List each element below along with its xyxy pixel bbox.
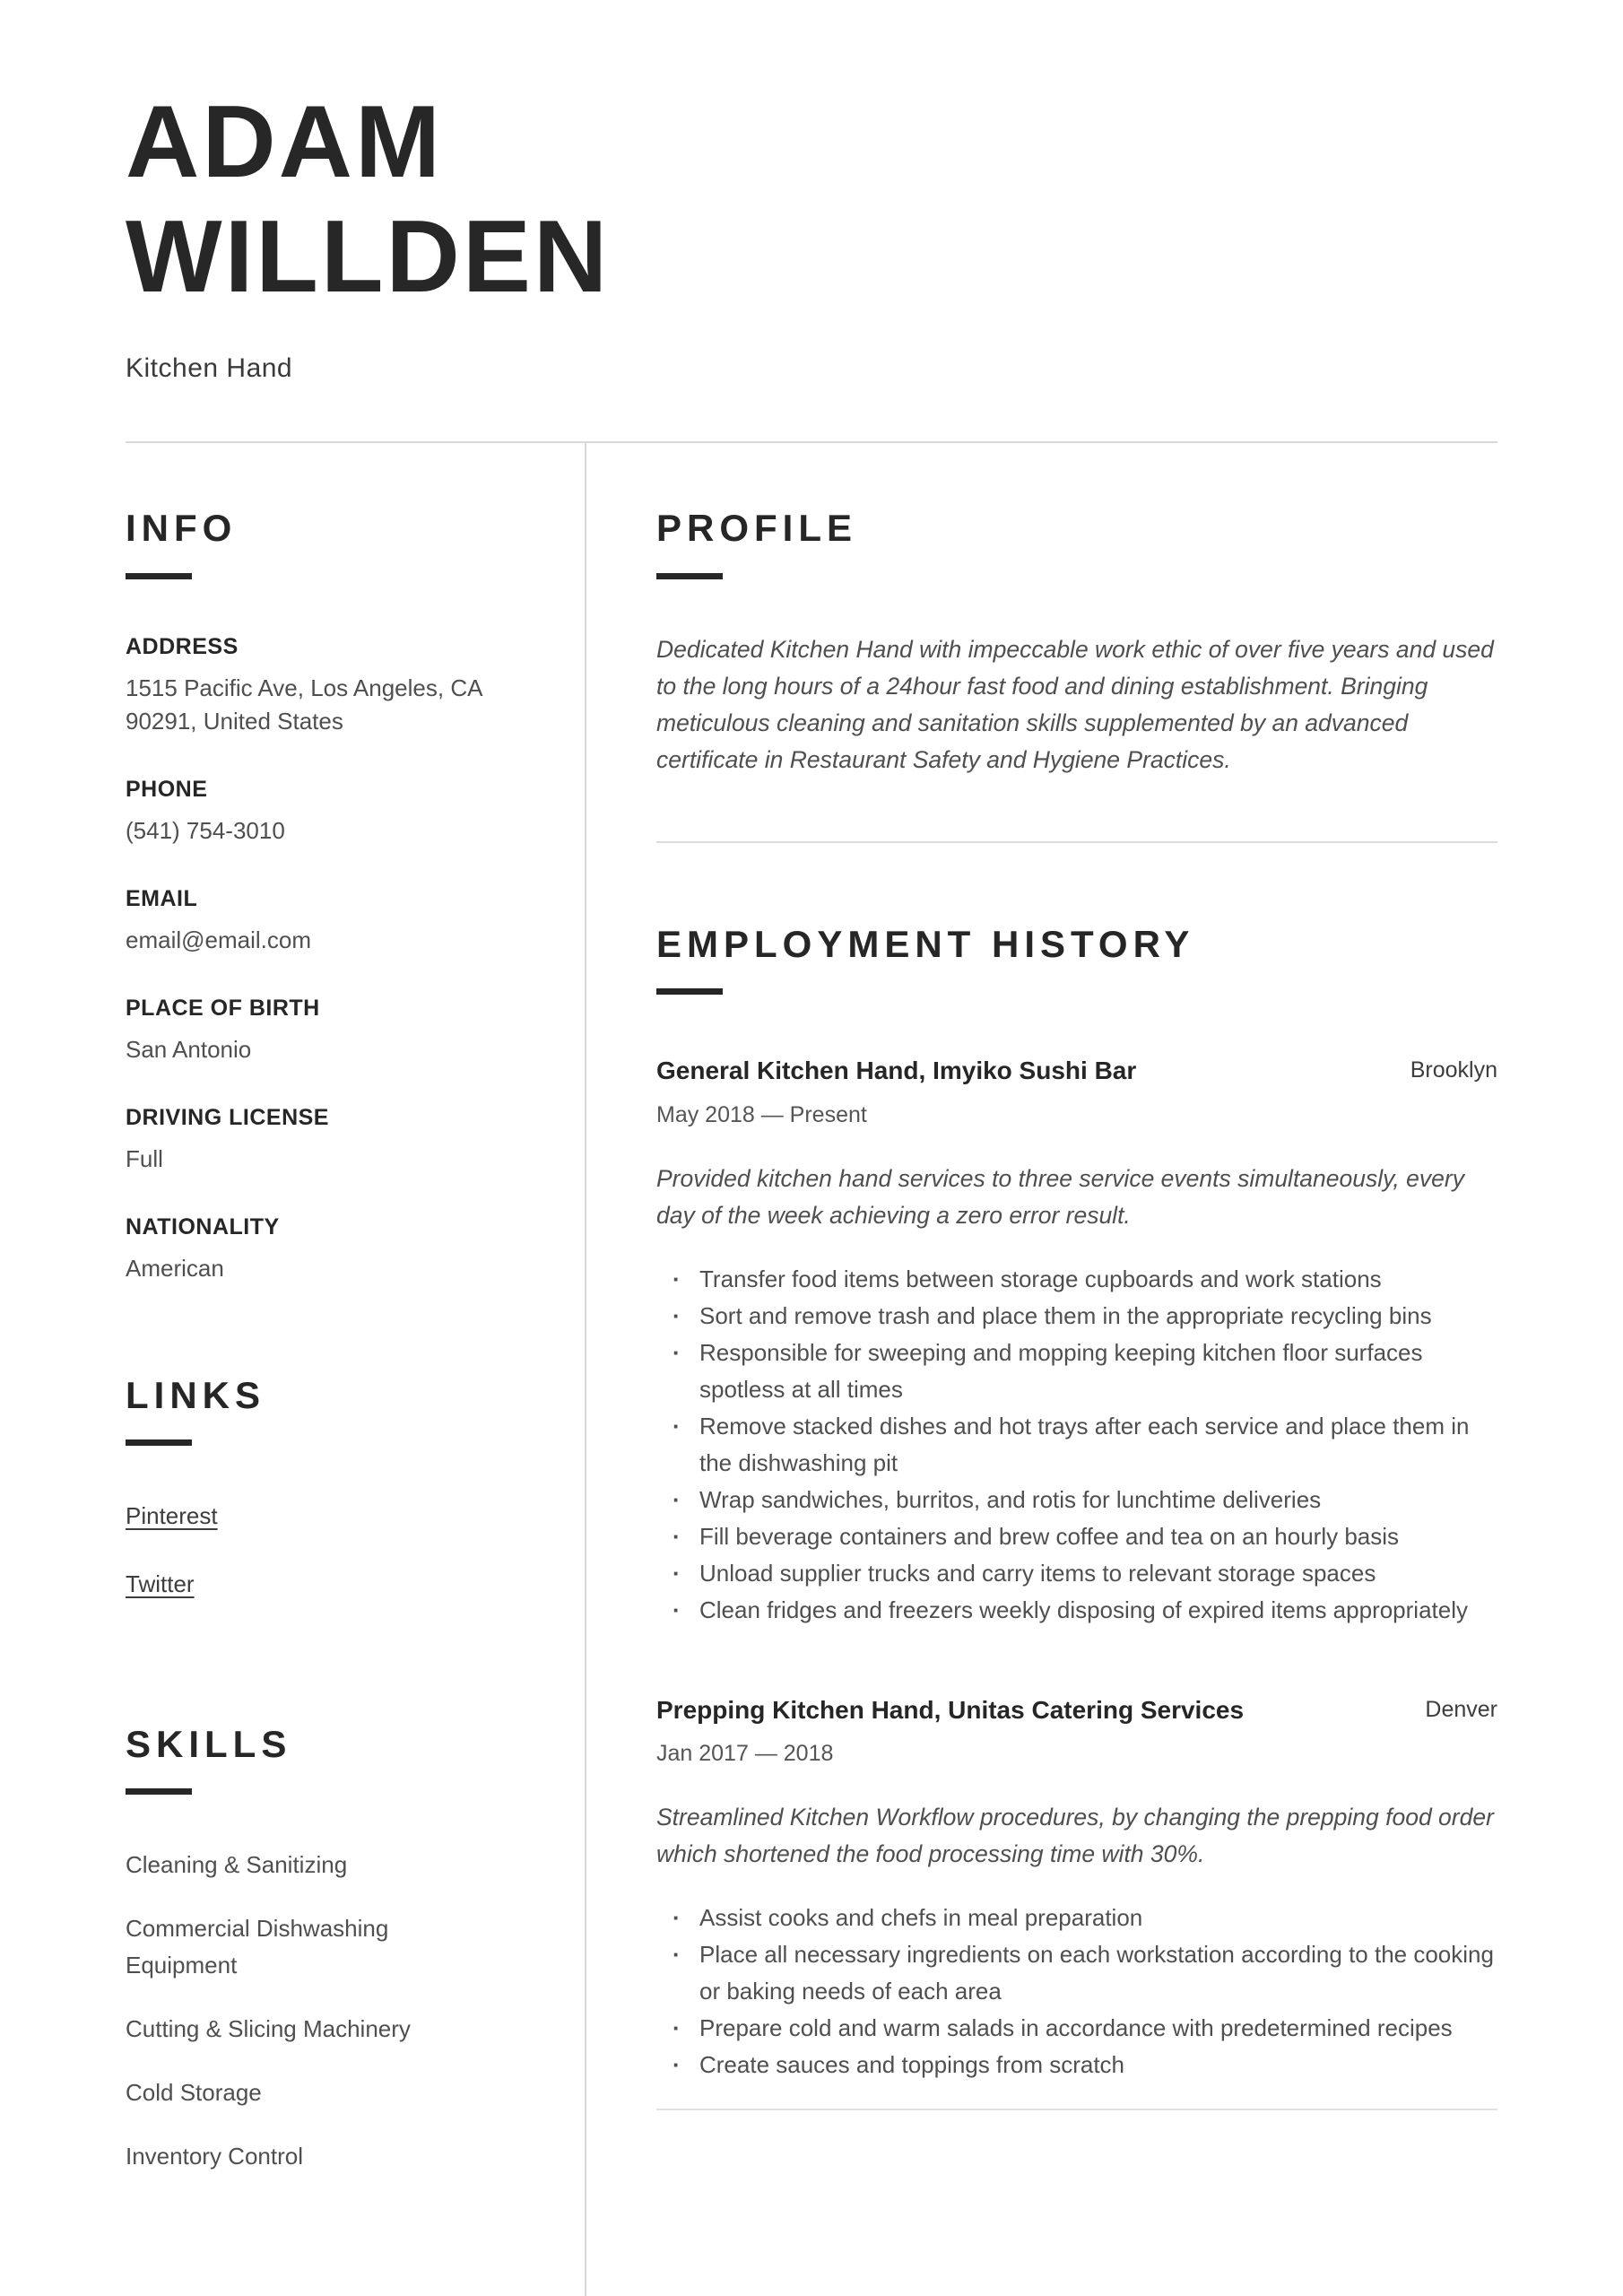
person-name [126,85,1497,314]
bullet-item: · Remove stacked dishes and hot trays after each service and place them in the dishwashing pit [656,1408,1497,1482]
skills-section-heading: SKILLS [126,1722,292,1765]
resume-columns [126,443,1497,2296]
heading-underline [126,573,192,579]
info-value: 1515 Pacific Ave, Los Angeles, CA 90291, United States [126,674,482,735]
heading-underline [126,1788,192,1795]
info-value: San Antonio [126,1035,252,1063]
info-value: email@email.com [126,926,311,953]
person-name-line1: ADAM [126,85,443,199]
bullet-item: · Wrap sandwiches, burritos, and rotis for lunchtime deliveries [656,1482,1497,1518]
sidebar [126,443,585,2296]
job-header [656,1693,1497,1727]
info-label: ADDRESS [126,633,239,659]
profile-section-heading: PROFILE [656,507,858,550]
links-section-heading: LINKS [126,1373,265,1416]
job-summary: Streamlined Kitchen Workflow procedures, by changing the prepping food order which shortened the food processing time with 30%. [656,1804,1494,1868]
job-title: Prepping Kitchen Hand, Unitas Catering Services [656,1695,1245,1724]
info-list [126,633,522,1285]
links-list [126,1498,522,1634]
bullet-item: · Prepare cold and warm salads in accordance with predetermined recipes [656,2010,1497,2047]
bullet-item: · Create sauces and toppings from scratch [656,2047,1497,2083]
job-location: Denver [1425,1696,1497,1722]
link-pinterest[interactable]: Pinterest [126,1501,218,1529]
bullet-item: · Assist cooks and chefs in meal preparation [656,1900,1497,1936]
link-twitter[interactable]: Twitter [126,1570,195,1597]
main-column [585,443,1497,2296]
heading-underline [656,573,723,579]
bullet-item: · Place all necessary ingredients on each workstation according to the cooking or baking needs of each area [656,1936,1497,2010]
info-value: Full [126,1144,163,1172]
info-item-address [126,633,522,738]
page-bottom-divider [656,2109,1497,2110]
employment-section-heading: EMPLOYMENT HISTORY [656,922,1195,965]
job-summary: Provided kitchen hand services to three service events simultaneously, every day of the week achieving a zero error result. [656,1164,1464,1229]
info-section-heading: INFO [126,507,238,550]
job-dates: Jan 2017 — 2018 [656,1741,834,1767]
job-header [656,1054,1497,1088]
skill-item: Commercial Dishwashing Equipment [126,1914,389,1979]
info-label: EMAIL [126,885,198,911]
job-title: General Kitchen Hand, Imyiko Sushi Bar [656,1056,1137,1084]
skills-list [126,1847,522,2175]
job-entry-1 [656,1054,1497,1629]
job-entry-2 [656,1693,1497,2084]
heading-underline [656,988,723,995]
bullet-item: · Unload supplier trucks and carry items to relevant storage spaces [656,1555,1497,1592]
job-bullet-list [656,1900,1497,2083]
profile-summary: Dedicated Kitchen Hand with impeccable work ethic of over five years and used to the long hours of a 24hour fast food and dining establishment. Bringing meticulous cleaning and sanitation skills supplemented by an advanced certificate in Restaurant Safety and Hygiene Practices. [656,635,1494,773]
job-bullet-list [656,1261,1497,1629]
bullet-item: · Responsible for sweeping and mopping keeping kitchen floor surfaces spotless at all times [656,1335,1497,1408]
profile-divider [656,841,1497,843]
info-label: PLACE OF BIRTH [126,995,320,1021]
skill-item: Cutting & Slicing Machinery [126,2014,411,2042]
skill-item: Cold Storage [126,2078,262,2106]
info-item-email [126,885,522,957]
info-value: American [126,1254,224,1282]
info-label: NATIONALITY [126,1213,280,1239]
info-item-driving-license [126,1104,522,1176]
info-item-phone [126,776,522,848]
bullet-item: · Clean fridges and freezers weekly disposing of expired items appropriately [656,1592,1497,1629]
job-dates: May 2018 — Present [656,1101,867,1127]
skill-item: Inventory Control [126,2142,303,2170]
bullet-item: · Fill beverage containers and brew coffee and tea on an hourly basis [656,1518,1497,1555]
heading-underline [126,1439,192,1446]
info-item-nationality [126,1213,522,1285]
job-location: Brooklyn [1410,1057,1497,1083]
bullet-item: · Transfer food items between storage cupboards and work stations [656,1261,1497,1298]
person-name-line2: WILLDEN [126,199,611,314]
bullet-item: · Sort and remove trash and place them in the appropriate recycling bins [656,1298,1497,1335]
person-job-title: Kitchen Hand [126,353,293,384]
resume-header [0,0,1623,384]
skill-item: Cleaning & Sanitizing [126,1850,348,1878]
info-label: DRIVING LICENSE [126,1104,329,1130]
info-value: (541) 754-3010 [126,816,285,844]
info-label: PHONE [126,776,208,802]
info-item-place-of-birth [126,995,522,1066]
